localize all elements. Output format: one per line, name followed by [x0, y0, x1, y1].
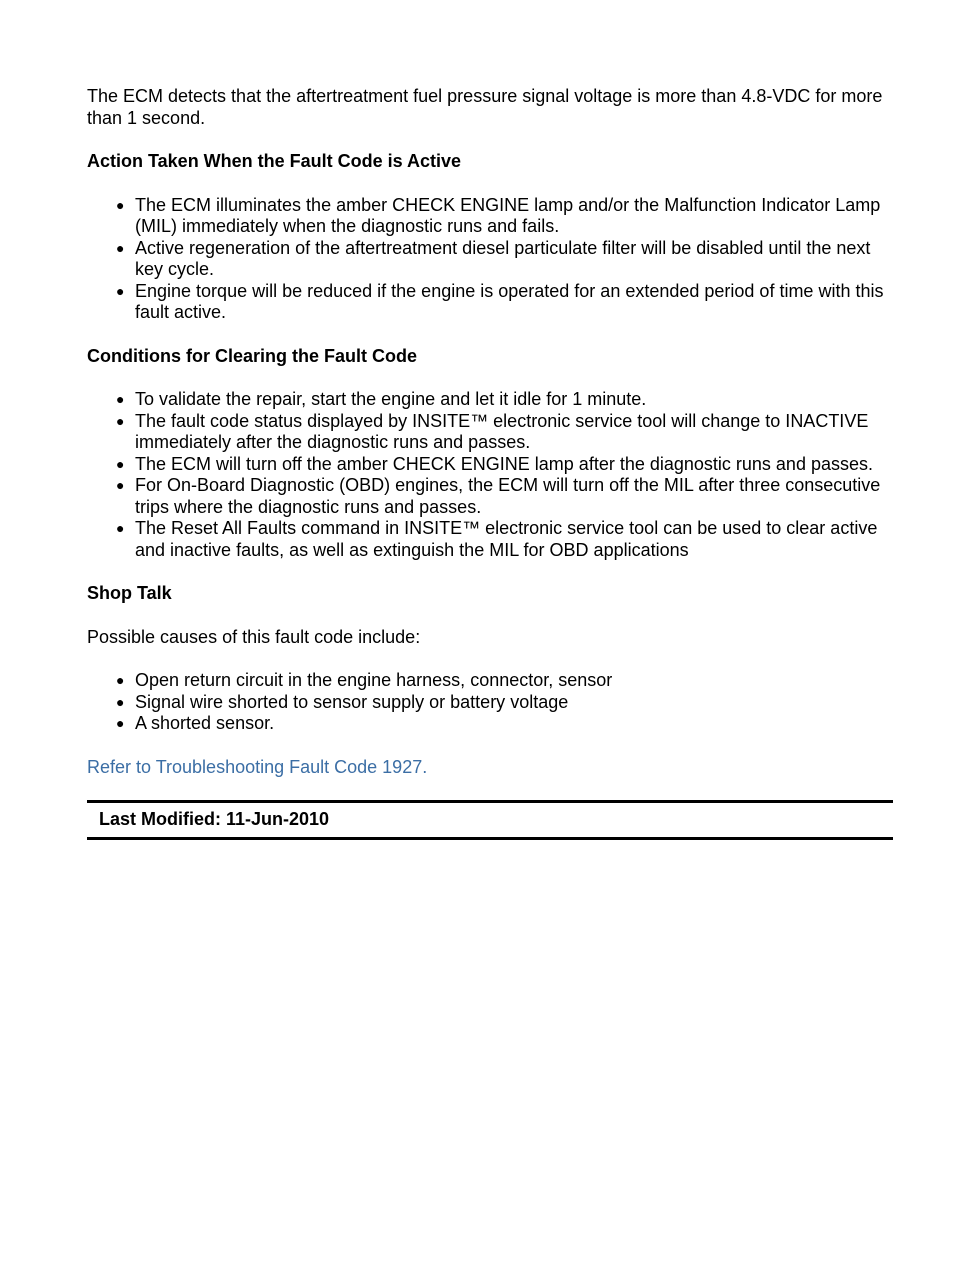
list-item: ● A shorted sensor. — [116, 713, 275, 733]
causes-list — [87, 670, 893, 735]
list-item: ● The ECM will turn off the amber CHECK ENGINE lamp after the diagnostic runs and passes. — [116, 453, 873, 474]
bullet-icon: ● — [116, 239, 125, 256]
list-item: ● Signal wire shorted to sensor supply or battery voltage — [116, 691, 569, 712]
shop-talk-intro: Possible causes of this fault code include: — [87, 626, 421, 647]
bullet-icon: ● — [116, 477, 125, 493]
bullet-icon: ● — [116, 455, 125, 472]
list-item: ● For On-Board Diagnostic (OBD) engines, the ECM will turn off the MIL after three consecutive trips where the diagnostic runs and passes. — [116, 475, 881, 517]
list-item: ● Open return circuit in the engine harness, connector, sensor — [116, 670, 613, 690]
list-item: ● The ECM illuminates the amber CHECK ENGINE lamp and/or the Malfunction Indicator Lamp (MIL) immediately when the diagnostic runs and fails. — [116, 194, 881, 236]
list-item: ● The fault code status displayed by INSITE™ electronic service tool will change to INACTIVE immediately after the diagnostic runs and passes. — [116, 410, 869, 452]
bullet-icon: ● — [116, 412, 125, 429]
clearing-list — [87, 389, 893, 561]
shop-talk-heading: Shop Talk — [87, 583, 172, 603]
bullet-icon: ● — [116, 693, 125, 710]
bullet-icon: ● — [116, 282, 125, 299]
list-item: ● To validate the repair, start the engine and let it idle for 1 minute. — [116, 389, 647, 409]
action-list — [87, 195, 893, 324]
troubleshooting-link[interactable]: Refer to Troubleshooting Fault Code 1927. — [87, 756, 428, 777]
action-heading: Action Taken When the Fault Code is Active — [87, 151, 462, 171]
document-page — [87, 86, 893, 840]
list-item: ● The Reset All Faults command in INSITE™ electronic service tool can be used to clear active and inactive faults, as well as extinguish the MIL for OBD applications — [116, 518, 878, 560]
bullet-icon: ● — [116, 672, 125, 688]
last-modified-footer — [87, 800, 893, 840]
intro-paragraph: The ECM detects that the aftertreatment fuel pressure signal voltage is more than 4.8-VDC for more than 1 second. — [87, 86, 883, 128]
clearing-heading: Conditions for Clearing the Fault Code — [87, 345, 417, 366]
bullet-icon: ● — [116, 391, 125, 407]
list-item: ● Active regeneration of the aftertreatment diesel particulate filter will be disabled until the next key cycle. — [116, 237, 871, 279]
bullet-icon: ● — [116, 715, 125, 731]
bullet-icon: ● — [116, 196, 125, 213]
bullet-icon: ● — [116, 520, 125, 536]
last-modified-text: Last Modified: 11-Jun-2010 — [99, 809, 330, 829]
list-item: ● Engine torque will be reduced if the engine is operated for an extended period of time with this fault active. — [116, 280, 884, 322]
